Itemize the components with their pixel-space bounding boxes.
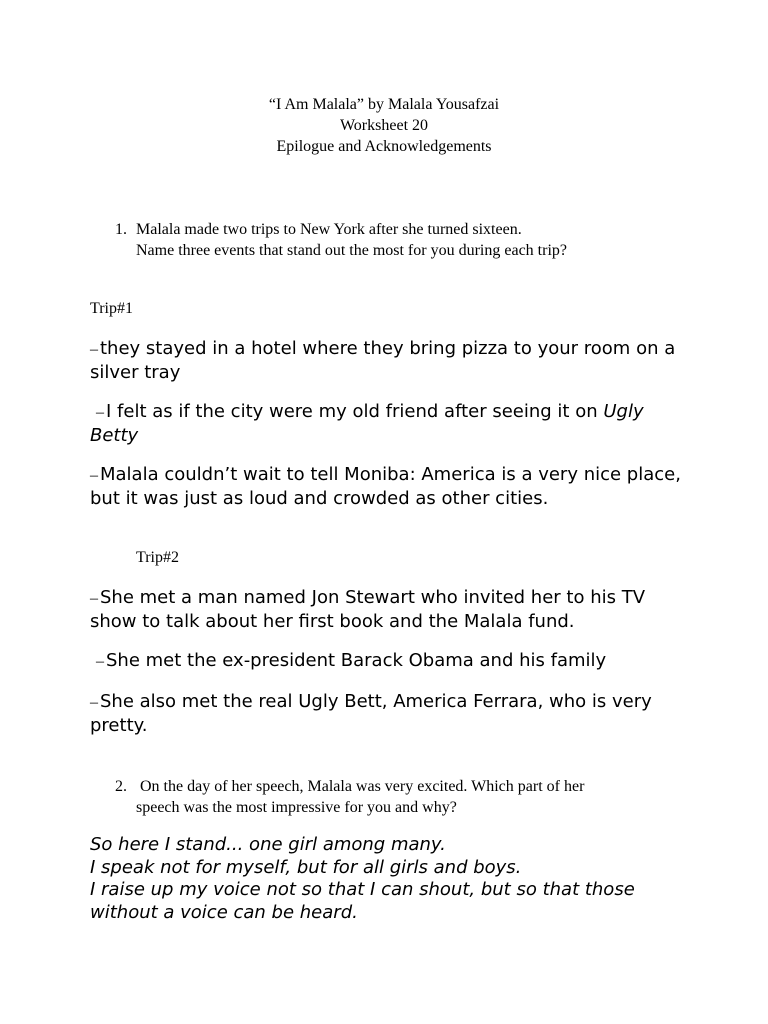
question-text-line-1: On the day of her speech, Malala was very excited. Which part of her [140, 778, 585, 795]
answer-text: She also met the real Ugly Bett, America Ferrara, who is very pretty. [90, 691, 652, 736]
quote-line: So here I stand... one girl among many. [90, 834, 446, 855]
answer-italic-text: Ugly Betty [90, 401, 644, 446]
trip-2-answer-1: – She met a man named Jon Stewart who invited her to his TV show to talk about her first book and the Malala fund. [90, 587, 646, 632]
answer-text: I felt as if the city were my old friend after seeing it on [106, 401, 604, 422]
document-header [0, 94, 768, 157]
trip-2-answer-3: – She also met the real Ugly Bett, America Ferrara, who is very pretty. [90, 691, 652, 736]
question-text-line-2: speech was the most impressive for you and why? [136, 799, 457, 816]
quote-line: without a voice can be heard. [90, 901, 358, 923]
document-title: “I Am Malala” by Malala Yousafzai [268, 96, 500, 113]
trip-1-answer-2: – I felt as if the city were my old friend after seeing it on Ugly Betty [90, 401, 644, 446]
trip-1-answer-1: – they stayed in a hotel where they bring pizza to your room on a silver tray [90, 338, 676, 383]
worksheet-number: Worksheet 20 [339, 117, 429, 134]
question-number: 2. [115, 778, 127, 795]
answer-text: Malala couldn’t wait to tell Moniba: America is a very nice place, but it was just as loud and crowded as other cities. [90, 464, 681, 509]
trip-2-label: Trip#2 [136, 549, 179, 566]
trip-2-answer-2: – She met the ex-president Barack Obama and his family [96, 650, 607, 671]
answer-text: She met the ex-president Barack Obama and his family [106, 650, 607, 671]
question-text-line-2: Name three events that stand out the most for you during each trip? [136, 242, 567, 259]
answer-text: they stayed in a hotel where they bring pizza to your room on a silver tray [90, 338, 676, 383]
quote-line: I raise up my voice not so that I can shout, but so that those [90, 879, 635, 900]
speech-quote [90, 834, 710, 924]
trip-1-label: Trip#1 [90, 300, 133, 317]
question-number: 1. [115, 221, 127, 238]
question-text-line-1: Malala made two trips to New York after she turned sixteen. [136, 221, 522, 238]
section-title: Epilogue and Acknowledgements [276, 138, 492, 155]
trip-1-answer-3: – Malala couldn’t wait to tell Moniba: America is a very nice place, but it was just as loud and crowded as other cities. [90, 464, 681, 509]
answer-text: She met a man named Jon Stewart who invited her to his TV show to talk about her first book and the Malala fund. [90, 587, 646, 632]
quote-line: I speak not for myself, but for all girls and boys. [90, 856, 522, 878]
